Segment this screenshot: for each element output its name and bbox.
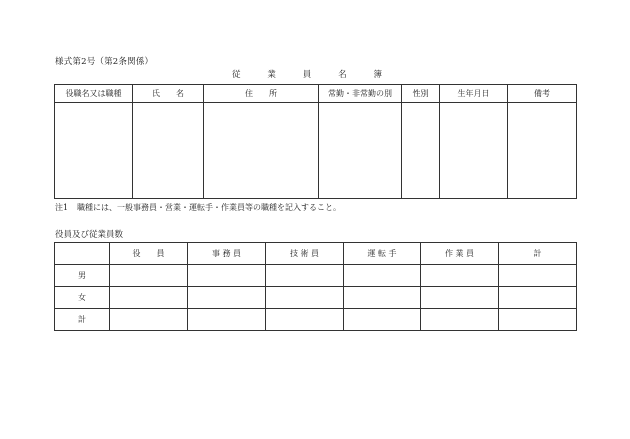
table-header-row — [55, 85, 577, 103]
count-cell[interactable] — [344, 309, 421, 331]
count-cell[interactable] — [110, 265, 188, 287]
count-cell[interactable] — [110, 287, 188, 309]
count-cell[interactable] — [110, 309, 188, 331]
cell-name[interactable] — [133, 103, 204, 199]
header-gender: 性別 — [402, 85, 440, 103]
cell-address[interactable] — [204, 103, 319, 199]
header-corner — [55, 243, 110, 265]
header-engineers: 技 術 員 — [266, 243, 344, 265]
count-cell[interactable] — [266, 309, 344, 331]
header-name: 氏 名 — [133, 85, 204, 103]
count-cell[interactable] — [188, 309, 266, 331]
header-birthdate: 生年月日 — [440, 85, 508, 103]
cell-remarks[interactable] — [508, 103, 577, 199]
count-cell[interactable] — [421, 265, 499, 287]
title-char: 簿 — [373, 70, 382, 80]
cell-gender[interactable] — [402, 103, 440, 199]
title-char: 名 — [338, 70, 347, 80]
table-row — [55, 265, 577, 287]
section-title: 役員及び従業員数 — [55, 230, 124, 240]
count-cell[interactable] — [421, 287, 499, 309]
header-remarks: 備考 — [508, 85, 577, 103]
row-label-female: 女 — [55, 287, 110, 309]
header-officers: 役 員 — [110, 243, 188, 265]
count-cell[interactable] — [499, 287, 577, 309]
count-cell[interactable] — [266, 265, 344, 287]
header-address: 住 所 — [204, 85, 319, 103]
form-number: 様式第2号（第2条関係） — [55, 57, 154, 67]
count-cell[interactable] — [266, 287, 344, 309]
count-cell[interactable] — [421, 309, 499, 331]
header-drivers: 運 転 手 — [344, 243, 421, 265]
document-title — [232, 68, 382, 80]
footnote-label: 注1 — [55, 203, 69, 212]
count-cell[interactable] — [344, 265, 421, 287]
title-char: 業 — [267, 70, 276, 80]
header-total: 計 — [499, 243, 577, 265]
cell-employment-type[interactable] — [319, 103, 402, 199]
count-cell[interactable] — [188, 265, 266, 287]
count-cell[interactable] — [344, 287, 421, 309]
staff-count-table — [54, 242, 577, 331]
table-row — [55, 309, 577, 331]
title-char: 従 — [232, 70, 241, 80]
header-clerks: 事 務 員 — [188, 243, 266, 265]
table-row — [55, 287, 577, 309]
row-label-male: 男 — [55, 265, 110, 287]
header-workers: 作 業 員 — [421, 243, 499, 265]
table-header-row — [55, 243, 577, 265]
cell-position[interactable] — [55, 103, 133, 199]
cell-birthdate[interactable] — [440, 103, 508, 199]
footnote — [55, 202, 341, 213]
title-char: 員 — [302, 70, 312, 80]
header-position: 役職名又は職種 — [55, 85, 133, 103]
row-label-total: 計 — [55, 309, 110, 331]
count-cell[interactable] — [499, 265, 577, 287]
footnote-text: 職種には、一般事務員・営業・運転手・作業員等の職種を記入すること。 — [77, 203, 341, 212]
count-cell[interactable] — [499, 309, 577, 331]
table-row — [55, 103, 577, 199]
count-cell[interactable] — [188, 287, 266, 309]
header-employment-type: 常勤・非常勤の別 — [319, 85, 402, 103]
employee-registry-table — [54, 84, 577, 199]
